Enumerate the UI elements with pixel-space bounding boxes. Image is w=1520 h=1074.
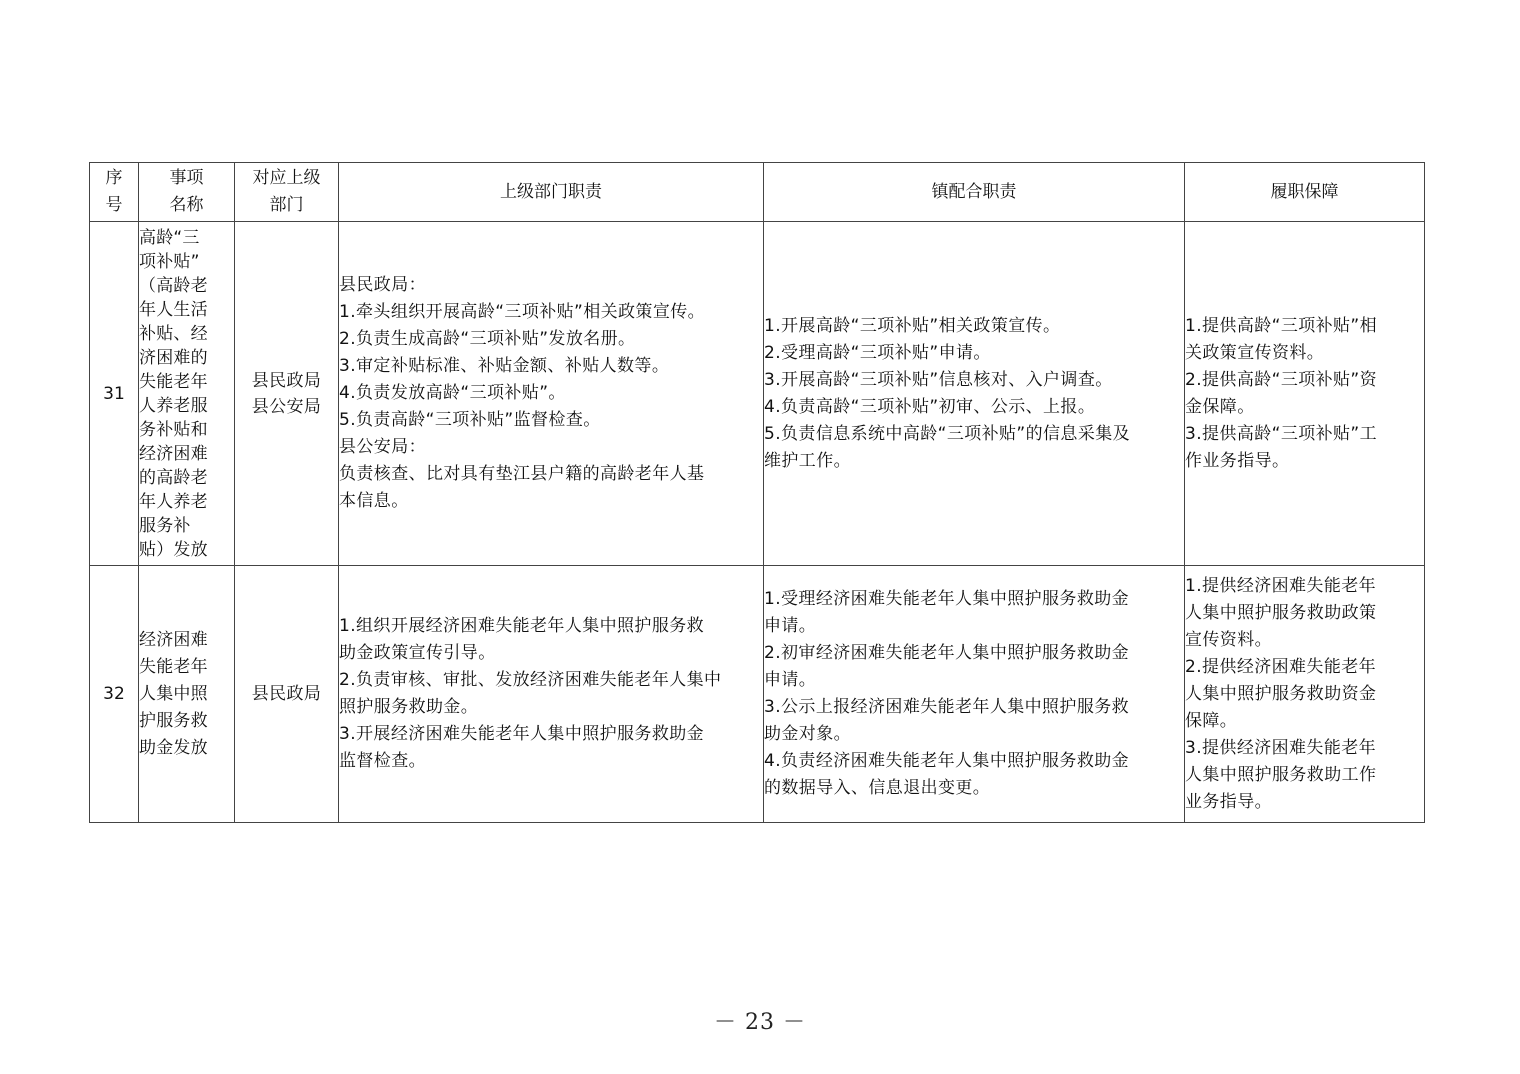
duty-line: 负责核查、比对具有垫江县户籍的高龄老年人基 — [339, 464, 705, 484]
duty-line: 本信息。 — [339, 491, 409, 511]
duty-line: 县民政局： — [339, 275, 426, 295]
item-line: 项补贴” — [139, 251, 200, 272]
guarantee-line: 业务指导。 — [1185, 791, 1272, 812]
guarantee-line: 作业务指导。 — [1185, 450, 1290, 471]
duty-line: 2.负责生成高龄“三项补贴”发放名册。 — [339, 329, 636, 349]
table-header-row — [90, 163, 1425, 222]
table-row — [90, 566, 1425, 823]
row-guarantee — [1185, 566, 1425, 823]
guarantee-line: 保障。 — [1185, 710, 1238, 731]
item-line: 护服务救 — [139, 710, 208, 731]
item-line: 失能老年 — [139, 656, 208, 677]
duty-line: 1.受理经济困难失能老年人集中照护服务救助金 — [764, 589, 1130, 609]
duty-line: 申请。 — [764, 616, 817, 636]
guarantee-line: 人集中照护服务救助工作 — [1185, 764, 1377, 785]
item-line: 贴）发放 — [139, 539, 208, 560]
item-line: 助金发放 — [139, 737, 208, 758]
guarantee-line: 人集中照护服务救助资金 — [1185, 683, 1377, 704]
row-item-name — [139, 222, 235, 566]
row-item-name — [139, 566, 235, 823]
item-line: 失能老年 — [139, 371, 208, 392]
duty-line: 维护工作。 — [764, 450, 851, 471]
duty-line: 2.受理高龄“三项补贴”申请。 — [764, 342, 991, 363]
row-seq: 31 — [90, 222, 139, 566]
duty-line: 1.牵头组织开展高龄“三项补贴”相关政策宣传。 — [339, 302, 706, 322]
item-line: 高龄“三 — [139, 227, 200, 248]
duty-line: 监督检查。 — [339, 751, 426, 771]
item-line: 济困难的 — [139, 347, 208, 368]
row-upper-duty — [339, 222, 764, 566]
header-dept: 对应上级 部门 — [235, 163, 339, 222]
duty-line: 3.公示上报经济困难失能老年人集中照护服务救 — [764, 697, 1130, 717]
guarantee-line: 3.提供高龄“三项补贴”工 — [1185, 423, 1378, 444]
duty-line: 3.开展高龄“三项补贴”信息核对、入户调查。 — [764, 369, 1113, 390]
item-line: 年人生活 — [139, 299, 208, 320]
item-line: 的高龄老 — [139, 467, 208, 488]
page-number: － 23 － — [714, 1010, 806, 1035]
duty-line: 3.审定补贴标准、补贴金额、补贴人数等。 — [339, 356, 670, 376]
guarantee-line: 金保障。 — [1185, 396, 1255, 417]
item-line: 人集中照 — [139, 683, 208, 704]
item-line: 务补贴和 — [139, 419, 208, 440]
duty-line: 助金对象。 — [764, 724, 851, 744]
row-upper-duty — [339, 566, 764, 823]
row-seq: 32 — [90, 566, 139, 823]
duty-line: 1.组织开展经济困难失能老年人集中照护服务救 — [339, 616, 705, 636]
item-line: 经济困难 — [139, 629, 208, 650]
duty-line: 的数据导入、信息退出变更。 — [764, 778, 991, 798]
row-dept — [235, 566, 339, 823]
guarantee-line: 1.提供经济困难失能老年 — [1185, 575, 1377, 596]
dept-line: 县民政局 — [251, 370, 322, 391]
header-upper-duty: 上级部门职责 — [339, 163, 764, 222]
header-guarantee: 履职保障 — [1185, 163, 1425, 222]
item-line: 人养老服 — [139, 395, 208, 416]
duty-line: 申请。 — [764, 670, 817, 690]
duty-line: 3.开展经济困难失能老年人集中照护服务救助金 — [339, 724, 705, 744]
duty-line: 2.初审经济困难失能老年人集中照护服务救助金 — [764, 643, 1130, 663]
duty-line: 助金政策宣传引导。 — [339, 643, 496, 663]
duty-line: 照护服务救助金。 — [339, 697, 479, 717]
guarantee-line: 关政策宣传资料。 — [1185, 342, 1325, 363]
row-guarantee — [1185, 222, 1425, 566]
guarantee-line: 宣传资料。 — [1185, 629, 1272, 650]
guarantee-line: 2.提供高龄“三项补贴”资 — [1185, 369, 1378, 390]
item-line: 经济困难 — [139, 443, 208, 464]
row-dept — [235, 222, 339, 566]
header-town-duty: 镇配合职责 — [764, 163, 1185, 222]
duty-line: 4.负责高龄“三项补贴”初审、公示、上报。 — [764, 396, 1096, 417]
guarantee-line: 1.提供高龄“三项补贴”相 — [1185, 315, 1378, 336]
table-row — [90, 222, 1425, 566]
duty-line: 5.负责高龄“三项补贴”监督检查。 — [339, 410, 601, 430]
responsibility-table — [89, 162, 1425, 823]
duty-line: 1.开展高龄“三项补贴”相关政策宣传。 — [764, 315, 1061, 336]
header-seq: 序 号 — [90, 163, 139, 222]
item-line: 服务补 — [139, 515, 191, 536]
item-line: 年人养老 — [139, 491, 208, 512]
dept-line: 县公安局 — [251, 396, 322, 417]
duty-line: 5.负责信息系统中高龄“三项补贴”的信息采集及 — [764, 423, 1131, 444]
duty-line: 县公安局： — [339, 437, 426, 457]
guarantee-line: 人集中照护服务救助政策 — [1185, 602, 1377, 623]
duty-line: 2.负责审核、审批、发放经济困难失能老年人集中 — [339, 670, 722, 690]
item-line: 补贴、经 — [139, 323, 208, 344]
dept-line: 县民政局 — [251, 684, 322, 704]
row-town-duty — [764, 222, 1185, 566]
duty-line: 4.负责经济困难失能老年人集中照护服务救助金 — [764, 751, 1130, 771]
duty-line: 4.负责发放高龄“三项补贴”。 — [339, 383, 566, 403]
guarantee-line: 2.提供经济困难失能老年 — [1185, 656, 1377, 677]
guarantee-line: 3.提供经济困难失能老年 — [1185, 737, 1377, 758]
item-line: （高龄老 — [139, 275, 208, 296]
row-town-duty — [764, 566, 1185, 823]
header-item-name: 事项 名称 — [139, 163, 235, 222]
